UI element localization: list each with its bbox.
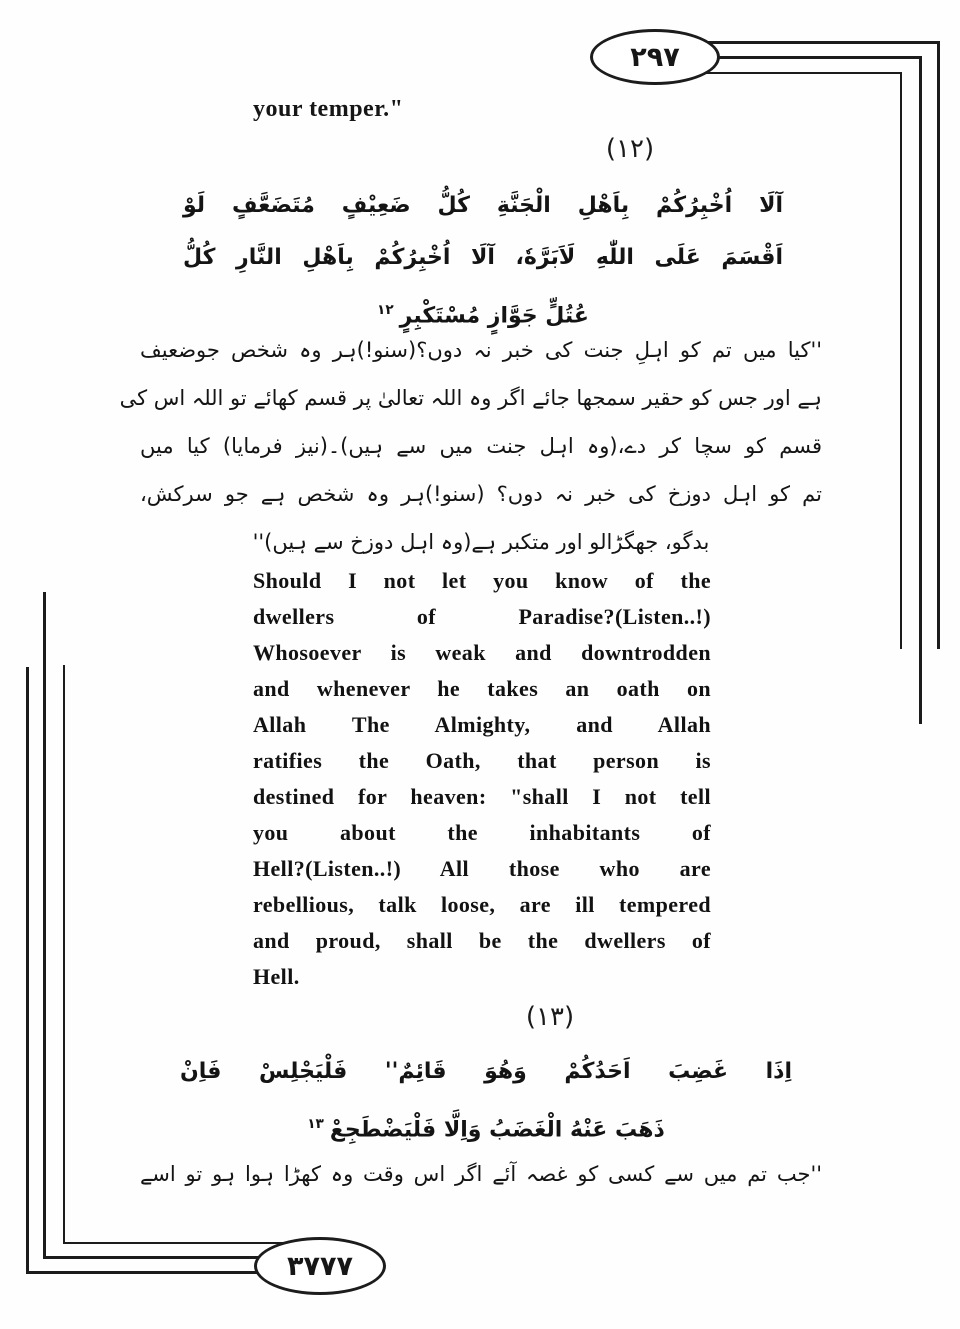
frame-left-line-inner bbox=[63, 665, 65, 1244]
english-line: rebellious, talk loose, are ill tempered bbox=[253, 892, 711, 917]
english-line: ratifies the Oath, that person is bbox=[253, 748, 711, 773]
section-12-arabic bbox=[183, 180, 783, 342]
urdu-line: تم کو اہل دوزخ کی خبر نہ دوں؟ (سنو!)ہر وہ شخص ہے جو سرکش، bbox=[140, 482, 822, 506]
section-13-number: (۱۳) bbox=[525, 1002, 575, 1032]
english-line: Hell. bbox=[253, 964, 300, 989]
arabic-line: آلَا اُخْبِرُكُمْ بِاَهْلِ الْجَنَّةِ كُلُّ ضَعِيْفٍ مُتَضَعَّفٍ لَوْ bbox=[183, 193, 783, 218]
english-line: Allah The Almighty, and Allah bbox=[253, 712, 711, 737]
arabic-line bbox=[180, 1098, 792, 1156]
english-line: destined for heaven: "shall I not tell bbox=[253, 784, 711, 809]
urdu-line: بدگو، جھگڑالو اور متکبر ہے(وہ اہل دوزخ سے ہیں)'' bbox=[252, 530, 710, 554]
arabic-line-text: عُتُلٍّ جَوَّازٍ مُسْتَكْبِرٍ bbox=[399, 303, 589, 329]
section-12-english bbox=[253, 563, 711, 995]
section-13-arabic bbox=[180, 1046, 792, 1156]
urdu-line: ''کیا میں تم کو اہلِ جنت کی خبر نہ دوں؟(سنو!)ہر وہ شخص جوضعیف bbox=[140, 338, 822, 362]
section-12-urdu bbox=[119, 326, 822, 566]
urdu-line: ہے اور جس کو حقیر سمجھا جائے اگر وہ اللہ تعالیٰ پر قسم کھائے تو اللہ اس کی bbox=[119, 386, 822, 410]
section-13-urdu bbox=[140, 1150, 822, 1198]
urdu-line: قسم کو سچا کر دے،(وہ اہل جنت میں سے ہیں)۔(نیز فرمایا) کیا میں bbox=[140, 434, 822, 458]
frame-left-line-outer bbox=[26, 667, 29, 1274]
english-line: Hell?(Listen..!) All those who are bbox=[253, 856, 711, 881]
reference-number-badge bbox=[254, 1237, 386, 1295]
carryover-text: your temper." bbox=[253, 96, 404, 122]
urdu-line: ''جب تم میں سے کسی کو غصہ آئے اگر اس وقت وہ کھڑا ہوا ہو تو اسے bbox=[140, 1162, 822, 1186]
page-number-badge bbox=[590, 29, 720, 85]
footnote-marker: ۱۲ bbox=[377, 302, 394, 318]
reference-number: ۳۷۷۷ bbox=[287, 1250, 353, 1282]
frame-right-line-middle bbox=[919, 56, 922, 724]
english-line: dwellers of Paradise?(Listen..!) bbox=[253, 604, 711, 629]
page-number: ۲۹۷ bbox=[630, 41, 680, 73]
frame-right-line-outer bbox=[937, 41, 940, 649]
english-line: Should I not let you know of the bbox=[253, 568, 711, 593]
frame-right-line-inner bbox=[900, 72, 902, 649]
arabic-line: اِذَا غَضِبَ اَحَدُكُمْ وَهُوَ قَائِمٌ'' فَلْيَجْلِسْ فَاِنْ bbox=[180, 1059, 792, 1084]
section-12-number: (۱۲) bbox=[605, 134, 655, 164]
arabic-line: اَقْسَمَ عَلَى اللّٰهِ لَاَبَرَّهٗ، آلَا اُخْبِرُكُمْ بِاَهْلِ النَّارِ كُلُّ bbox=[183, 245, 783, 270]
english-line: Whosoever is weak and downtrodden bbox=[253, 640, 711, 665]
english-line: and whenever he takes an oath on bbox=[253, 676, 711, 701]
english-line: and proud, shall be the dwellers of bbox=[253, 928, 711, 953]
english-line: you about the inhabitants of bbox=[253, 820, 711, 845]
footnote-marker: ۱۳ bbox=[307, 1116, 324, 1132]
frame-left-line-middle bbox=[43, 592, 46, 1259]
arabic-line-text: ذَهَبَ عَنْهُ الْغَضَبُ وَاِلَّا فَلْيَضْطَجِعْ bbox=[329, 1117, 665, 1143]
